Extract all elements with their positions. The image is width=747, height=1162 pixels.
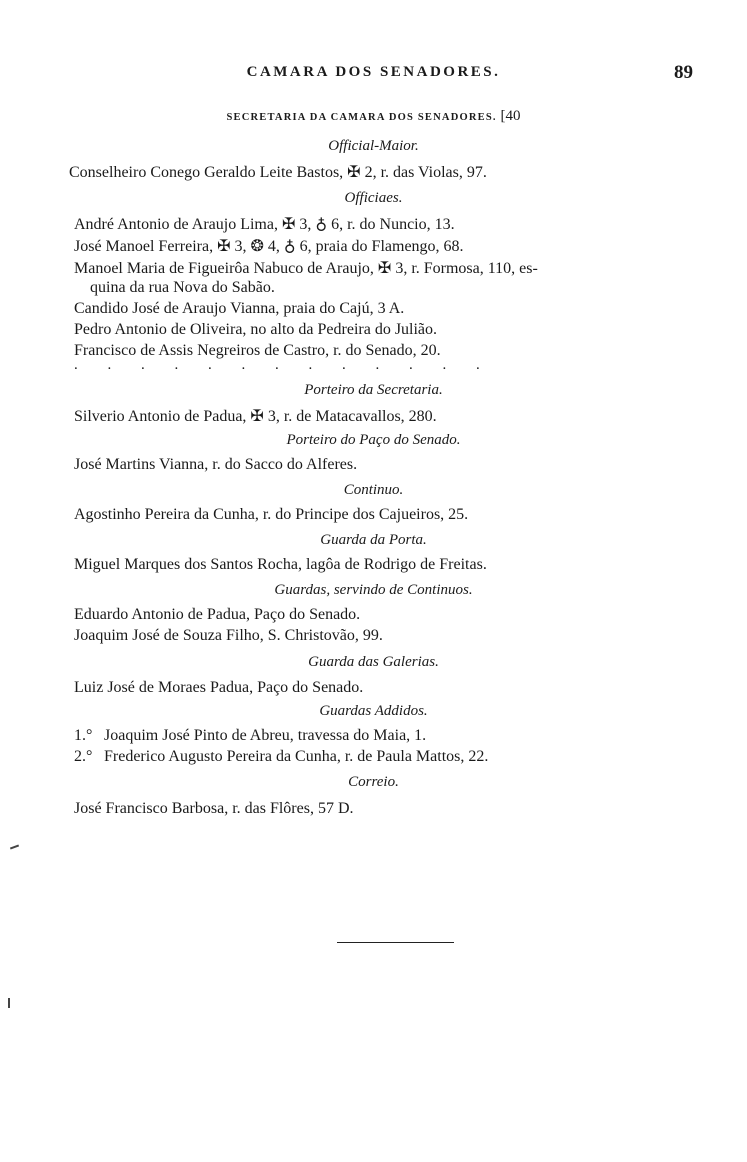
section-heading-guardas-continuos: Guardas, servindo de Continuos. [274, 582, 473, 598]
ellipsis-dots: . . . . . . . . . . . . . [74, 357, 493, 373]
entry-officiaes-4: Candido José de Araujo Vianna, praia do Cajú, 3 A. [74, 300, 405, 317]
running-head: CAMARA DOS SENADORES. [246, 64, 501, 80]
entry-porteiro-secretaria: Silverio Antonio de Padua, ✠ 3, r. de Matacavallos, 280. [74, 408, 437, 425]
section-heading-continuo: Continuo. [343, 482, 404, 498]
entry-officiaes-3-continued: quina da rua Nova do Sabão. [90, 279, 275, 296]
closing-rule [337, 942, 454, 943]
entry-guarda-porta: Miguel Marques dos Santos Rocha, lagôa de Rodrigo de Freitas. [74, 556, 487, 573]
entry-text: Frederico Augusto Pereira da Cunha, r. de Paula Mattos, 22. [104, 748, 489, 765]
entry-correio: José Francisco Barbosa, r. das Flôres, 57 D. [74, 800, 354, 817]
entry-official-maior: Conselheiro Conego Geraldo Leite Bastos, ✠ 2, r. das Violas, 97. [69, 164, 487, 181]
entry-guardas-addidos-2 [74, 748, 488, 766]
section-heading-guarda-galerias: Guarda das Galerias. [308, 654, 439, 670]
subtitle-text: SECRETARIA DA CAMARA DOS SENADORES. [226, 112, 497, 123]
stray-mark [10, 845, 19, 850]
entry-officiaes-1: André Antonio de Araujo Lima, ✠ 3, ♁ 6, r. do Nuncio, 13. [74, 216, 455, 233]
entry-officiaes-6: Francisco de Assis Negreiros de Castro, r. do Senado, 20. [74, 342, 441, 359]
section-heading-guarda-porta: Guarda da Porta. [320, 532, 427, 548]
stray-mark [8, 998, 10, 1008]
section-heading-porteiro-secretaria: Porteiro da Secretaria. [304, 382, 443, 398]
entry-guardas-continuos-1: Eduardo Antonio de Padua, Paço do Senado. [74, 606, 361, 623]
section-heading-official-maior: Official-Maior. [328, 138, 419, 154]
section-heading-porteiro-paco: Porteiro do Paço do Senado. [286, 432, 461, 448]
entry-guardas-continuos-2: Joaquim José de Souza Filho, S. Christovão, 99. [74, 627, 383, 644]
section-heading-guardas-addidos: Guardas Addidos. [319, 703, 428, 719]
entry-officiaes-5: Pedro Antonio de Oliveira, no alto da Pedreira do Julião. [74, 321, 438, 338]
subtitle-code: [40 [500, 108, 521, 124]
entry-guarda-galerias: Luiz José de Moraes Padua, Paço do Senado. [74, 679, 364, 696]
section-heading-correio: Correio. [348, 774, 399, 790]
entry-ordinal: 2.° [74, 748, 93, 765]
section-subtitle [0, 108, 747, 125]
page-number: 89 [674, 62, 693, 83]
entry-officiaes-3: Manoel Maria de Figueirôa Nabuco de Araujo, ✠ 3, r. Formosa, 110, es- [74, 260, 538, 277]
entry-text: Joaquim José Pinto de Abreu, travessa do Maia, 1. [104, 727, 427, 744]
entry-officiaes-2: José Manoel Ferreira, ✠ 3, ❂ 4, ♁ 6, praia do Flamengo, 68. [74, 238, 464, 255]
entry-ordinal: 1.° [74, 727, 93, 744]
section-heading-officiaes: Officiaes. [344, 190, 403, 206]
entry-porteiro-paco: José Martins Vianna, r. do Sacco do Alferes. [74, 456, 358, 473]
entry-guardas-addidos-1 [74, 727, 426, 745]
entry-continuo: Agostinho Pereira da Cunha, r. do Principe dos Cajueiros, 25. [74, 506, 469, 523]
